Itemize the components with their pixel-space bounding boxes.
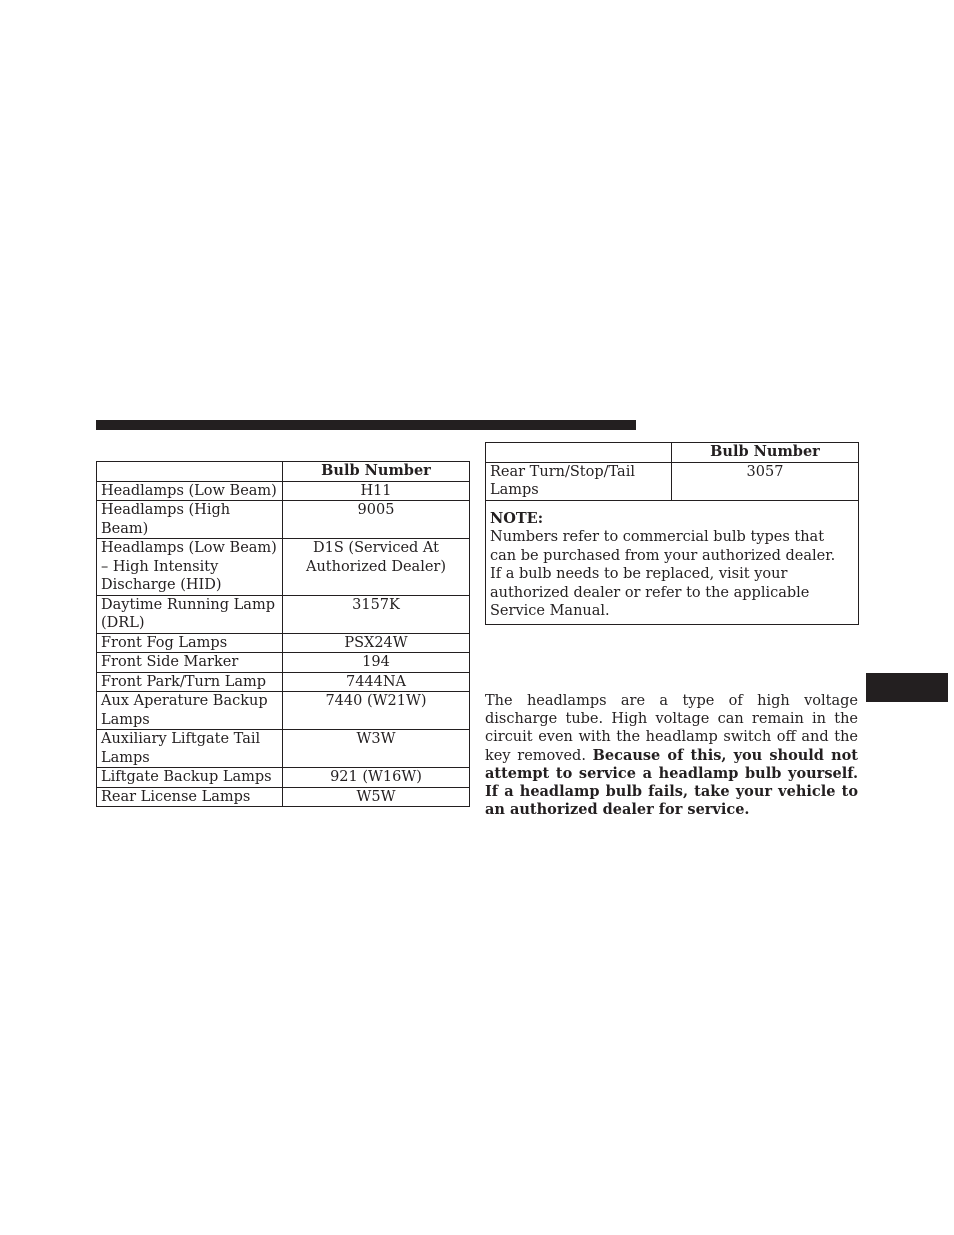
paragraph-normal-text: The headlamps are a type of high voltage discharge tube. High voltage can remain in the circuit even with the headlamp switch off and the key removed. xyxy=(485,693,858,764)
bulb-table-right xyxy=(485,442,859,625)
lamp-name-cell: Front Side Marker xyxy=(97,653,283,673)
table-row xyxy=(97,672,470,692)
bulb-table-left xyxy=(96,461,470,807)
header-bulb-number: Bulb Number xyxy=(672,443,859,463)
lamp-name-cell: Headlamps (Low Beam) – High Intensity Discharge (HID) xyxy=(97,539,283,596)
bulb-number-cell: 7444NA xyxy=(283,672,470,692)
lamp-name-cell: Rear Turn/Stop/Tail Lamps xyxy=(486,462,672,500)
bulb-number-cell: W5W xyxy=(283,787,470,807)
lamp-name-cell: Daytime Running Lamp (DRL) xyxy=(97,595,283,633)
bulb-number-cell: 3157K xyxy=(283,595,470,633)
table-row xyxy=(97,595,470,633)
paragraph-bold-text: Because of this, you should not attempt to service a headlamp bulb yourself. If a headlamp bulb fails, take your vehicle to an authorized dealer for service. xyxy=(485,746,858,819)
lamp-name-cell: Liftgate Backup Lamps xyxy=(97,768,283,788)
section-header-bar xyxy=(96,420,636,430)
lamp-name-cell: Auxiliary Liftgate Tail Lamps xyxy=(97,730,283,768)
table-row xyxy=(97,539,470,596)
table-row xyxy=(97,730,470,768)
table-row xyxy=(97,692,470,730)
table-row xyxy=(97,481,470,501)
header-label-cell xyxy=(486,443,672,463)
table-row xyxy=(97,768,470,788)
table-row xyxy=(97,501,470,539)
bulb-number-cell: 921 (W16W) xyxy=(283,768,470,788)
bulb-number-cell: D1S (Serviced At Authorized Dealer) xyxy=(283,539,470,596)
table-row xyxy=(486,462,859,500)
headlamp-warning-paragraph xyxy=(485,692,858,819)
note-cell xyxy=(486,500,859,624)
bulb-number-cell: H11 xyxy=(283,481,470,501)
lamp-name-cell: Front Fog Lamps xyxy=(97,633,283,653)
bulb-number-cell: PSX24W xyxy=(283,633,470,653)
table-row xyxy=(97,787,470,807)
header-bulb-number: Bulb Number xyxy=(283,462,470,482)
table-row xyxy=(97,633,470,653)
table-header-row xyxy=(486,443,859,463)
header-label-cell xyxy=(97,462,283,482)
note-text-2: If a bulb needs to be replaced, visit your authorized dealer or refer to the applicable Service Manual. xyxy=(490,566,810,619)
bulb-number-cell: 7440 (W21W) xyxy=(283,692,470,730)
chapter-tab xyxy=(866,673,948,702)
table-header-row xyxy=(97,462,470,482)
lamp-name-cell: Rear License Lamps xyxy=(97,787,283,807)
lamp-name-cell: Front Park/Turn Lamp xyxy=(97,672,283,692)
bulb-number-cell: W3W xyxy=(283,730,470,768)
bulb-number-cell: 9005 xyxy=(283,501,470,539)
bulb-number-cell: 194 xyxy=(283,653,470,673)
note-row xyxy=(486,500,859,624)
bulb-number-cell: 3057 xyxy=(672,462,859,500)
lamp-name-cell: Headlamps (Low Beam) xyxy=(97,481,283,501)
note-text-1: Numbers refer to commercial bulb types that can be purchased from your authorized dealer. xyxy=(490,529,836,564)
lamp-name-cell: Aux Aperature Backup Lamps xyxy=(97,692,283,730)
lamp-name-cell: Headlamps (High Beam) xyxy=(97,501,283,539)
note-label: NOTE: xyxy=(490,509,544,527)
table-row xyxy=(97,653,470,673)
